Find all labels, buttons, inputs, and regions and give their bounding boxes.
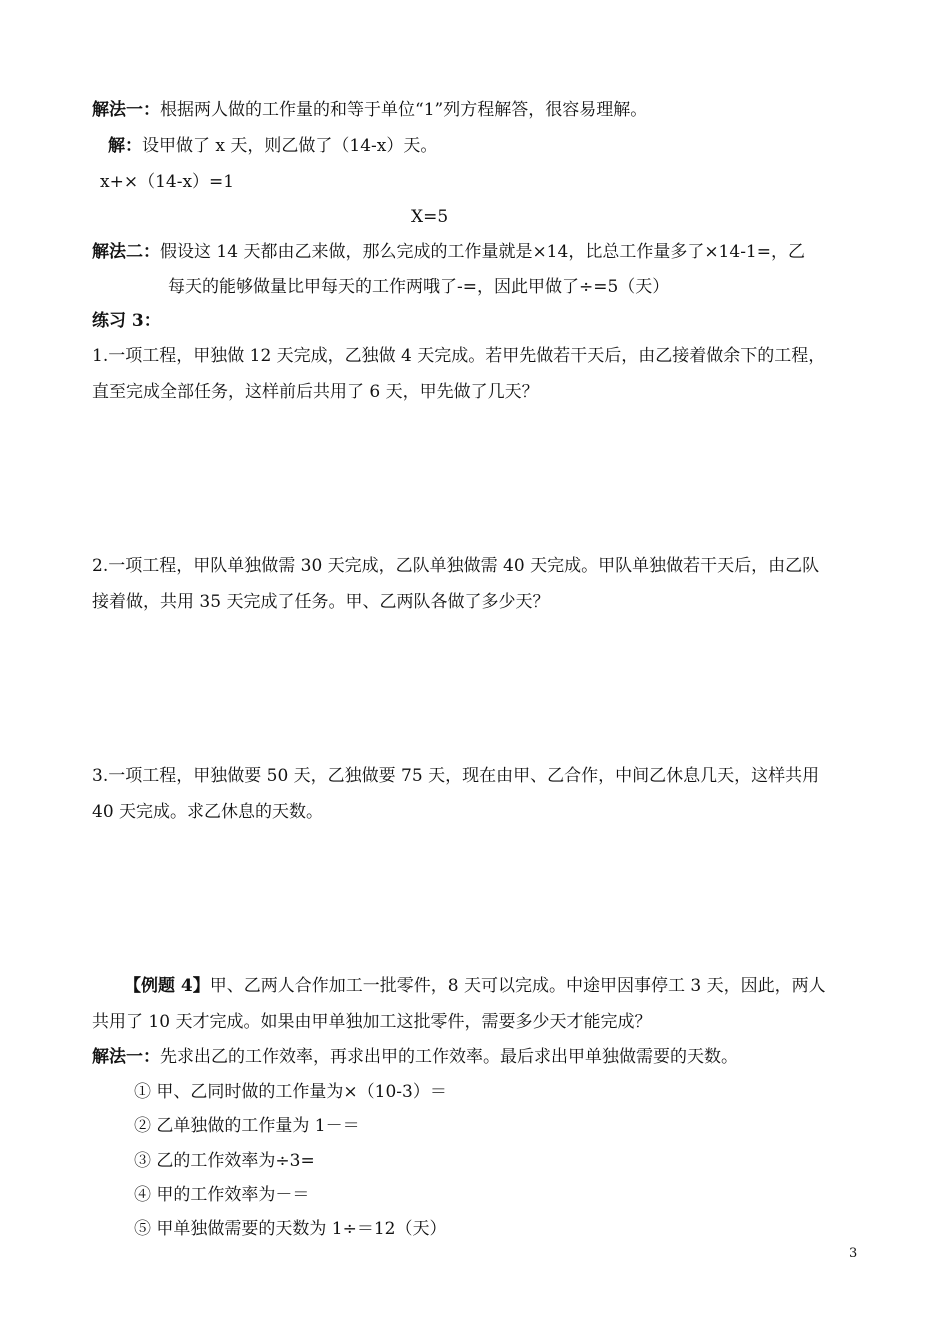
step-1: ① 甲、乙同时做的工作量为×（10-3）＝ (134, 1082, 447, 1102)
example4-line1 (124, 974, 826, 998)
solve-line (108, 134, 437, 158)
step-3: ③ 乙的工作效率为÷3= (134, 1151, 315, 1171)
step-4: ④ 甲的工作效率为－＝ (134, 1185, 310, 1205)
solution-ex4-text: 先求出乙的工作效率，再求出甲的工作效率。最后求出甲单独做需要的天数。 (160, 1047, 738, 1067)
solution2-line2: 每天的能够做量比甲每天的工作两哦了-=，因此甲做了÷=5（天） (168, 277, 670, 297)
solution1-label: 解法一： (92, 100, 160, 120)
solution2-line1 (92, 240, 805, 264)
example4-line2: 共用了 10 天才完成。如果由甲单独加工这批零件，需要多少天才能完成？ (92, 1012, 652, 1032)
question-3-line1: 3.一项工程，甲独做要 50 天，乙独做要 75 天，现在由甲、乙合作，中间乙休息几天，这样共用 (92, 766, 820, 786)
question-1-line1: 1.一项工程，甲独做 12 天完成，乙独做 4 天完成。若甲先做若干天后，由乙接着做余下的工程， (92, 346, 826, 366)
solution1-text: 根据两人做的工作量的和等于单位“1”列方程解答，很容易理解。 (160, 100, 648, 120)
question-1-line2: 直至完成全部任务，这样前后共用了 6 天，甲先做了几天？ (92, 382, 539, 402)
step-5: ⑤ 甲单独做需要的天数为 1÷＝12（天） (134, 1219, 447, 1239)
answer-x: X=5 (411, 207, 449, 227)
example4-label: 【例题 4】 (124, 976, 210, 996)
solution1-intro (92, 98, 647, 122)
equation: x+×（14-x）=1 (100, 172, 235, 192)
solution-ex4-label: 解法一： (92, 1047, 160, 1067)
example4-text1: 甲、乙两人合作加工一批零件，8 天可以完成。中途甲因事停工 3 天，因此，两人 (209, 976, 826, 996)
solve-text: 设甲做了 x 天，则乙做了（14-x）天。 (142, 136, 438, 156)
question-2-line1: 2.一项工程，甲队单独做需 30 天完成，乙队单独做需 40 天完成。甲队单独做若干天后，由乙队 (92, 556, 820, 576)
question-2-line2: 接着做，共用 35 天完成了任务。甲、乙两队各做了多少天？ (92, 592, 550, 612)
step-2: ② 乙单独做的工作量为 1－＝ (134, 1116, 360, 1136)
solve-label: 解： (108, 136, 142, 156)
solution-ex4 (92, 1045, 738, 1069)
solution2-label: 解法二： (92, 242, 160, 262)
question-3-line2: 40 天完成。求乙休息的天数。 (92, 802, 324, 822)
practice-title: 练习 3： (92, 311, 161, 331)
solution2-text1: 假设这 14 天都由乙来做，那么完成的工作量就是×14，比总工作量多了×14-1=，乙 (160, 242, 805, 262)
page-number: 3 (849, 1246, 858, 1261)
